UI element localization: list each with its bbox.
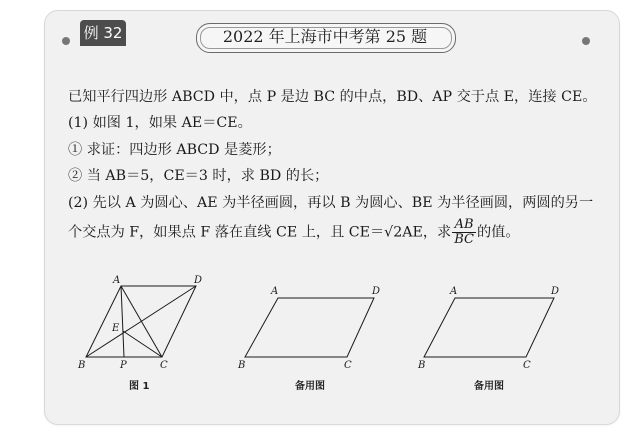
spare2-label-c: C: [523, 360, 531, 371]
fig1-diagonal-ac: [121, 286, 162, 357]
problem-line-6-end: 的值。: [476, 224, 520, 241]
fig1-segment-ce: [123, 331, 162, 357]
fig1-label-b: B: [78, 360, 86, 371]
problem-line-6-text: 个交点为 F，如果点 F 落在直线 CE 上，且 CE＝√2AE，求: [68, 224, 452, 241]
fig1-segment-ap: [121, 286, 124, 357]
fig1-label-e: E: [112, 323, 120, 334]
problem-line-3: ① 求证：四边形 ABCD 是菱形；: [68, 142, 281, 158]
spare2-label-a: A: [450, 286, 458, 297]
spare2-parallelogram: [424, 298, 554, 357]
example-tag: 例 32: [80, 20, 126, 46]
fig1-label-d: D: [194, 275, 203, 286]
spare1-caption: 备用图: [295, 381, 325, 392]
problem-line-2: (1) 如图 1，如果 AE＝CE。: [68, 115, 252, 131]
problem-line-5: (2) 先以 A 为圆心、AE 为半径画圆，再以 B 为圆心、BE 为半径画圆，两圆的另一: [68, 195, 594, 211]
spare1-label-a: A: [271, 286, 279, 297]
fig1-caption: 图 1: [129, 381, 150, 392]
fraction-numerator: AB: [452, 218, 476, 233]
spare1-label-d: D: [372, 286, 381, 297]
fig1-label-p: P: [120, 360, 127, 371]
fig1-label-a: A: [113, 275, 121, 286]
fig1-label-c: C: [160, 360, 168, 371]
page-title: 2022 年上海市中考第 25 题: [222, 27, 428, 46]
spare2-label-b: B: [418, 360, 426, 371]
spare1-label-c: C: [344, 360, 352, 371]
spare1-label-b: B: [238, 360, 246, 371]
spare2-caption: 备用图: [474, 381, 504, 392]
problem-line-4: ② 当 AB＝5，CE＝3 时，求 BD 的长；: [68, 168, 329, 184]
spare1-parallelogram: [245, 298, 374, 357]
spare2-label-d: D: [551, 286, 560, 297]
fraction-denominator: BC: [454, 232, 474, 247]
problem-line-1: 已知平行四边形 ABCD 中，点 P 是边 BC 的中点，BD、AP 交于点 E，连接 CE。: [68, 89, 597, 105]
